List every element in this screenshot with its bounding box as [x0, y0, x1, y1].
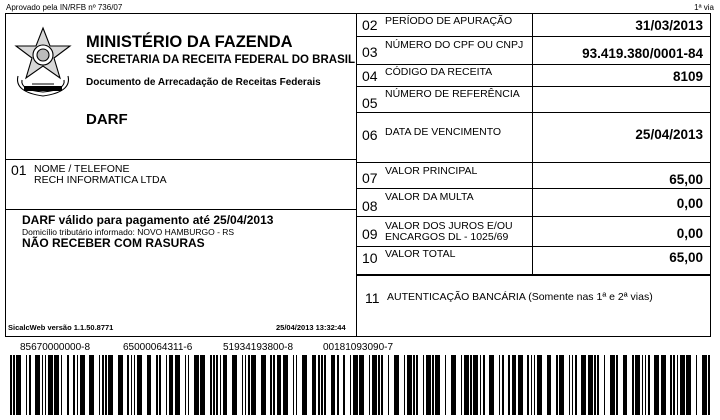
barcode-bar — [147, 355, 152, 415]
field-label: CÓDIGO DA RECEITA — [385, 66, 493, 78]
field-label: NÚMERO DO CPF OU CNPJ — [385, 39, 524, 51]
barcode-bar — [337, 355, 339, 415]
barcode-bar — [321, 355, 323, 415]
barcode-bar — [102, 355, 104, 415]
barcode-bar — [502, 355, 504, 415]
ministry-title: MINISTÉRIO DA FAZENDA — [86, 33, 293, 51]
cnpj-value: 93.419.380/0001-84 — [582, 46, 703, 61]
barcode-bar — [137, 355, 142, 415]
validity-block — [6, 209, 356, 339]
validity-line: DARF válido para pagamento até 25/04/2013 — [22, 213, 274, 227]
barcode-bar — [610, 355, 615, 415]
field-03 — [357, 36, 711, 65]
barcode-bar — [353, 355, 358, 415]
barcode-bar — [559, 355, 564, 415]
barcode-bar — [594, 355, 596, 415]
payer-field — [6, 159, 356, 210]
field-number: 07 — [362, 170, 378, 186]
barcode-bar — [261, 355, 266, 415]
barcode-bar — [432, 355, 434, 415]
barcode-bar — [331, 355, 336, 415]
barcode-bar — [29, 355, 31, 415]
field-label: VALOR TOTAL — [385, 248, 456, 260]
barcode-bar — [318, 355, 320, 415]
field-10 — [357, 246, 711, 275]
barcode-bar — [702, 355, 707, 415]
barcode-bar — [13, 355, 15, 415]
barcode-bar — [273, 355, 275, 415]
barcode-bar — [416, 355, 418, 415]
barcode-bar — [127, 355, 129, 415]
barcode-bar — [378, 355, 380, 415]
approval-note: Aprovado pela IN/RFB nº 736/07 — [6, 3, 123, 12]
barcode-bar — [451, 355, 456, 415]
barcode-bar — [623, 355, 628, 415]
field-label: DATA DE VENCIMENTO — [385, 126, 502, 138]
barcode-bar — [350, 355, 352, 415]
barcode-bar — [26, 355, 28, 415]
barcode-bar — [35, 355, 40, 415]
barcode-bar — [708, 355, 710, 415]
barcode-bar — [54, 355, 59, 415]
barcode-bar — [632, 355, 634, 415]
barcode-bar — [642, 355, 644, 415]
field-05 — [357, 86, 711, 113]
barcode-bar — [302, 355, 307, 415]
barcode-bar — [80, 355, 85, 415]
field-number: 04 — [362, 68, 378, 84]
barcode-bar — [435, 355, 440, 415]
barcode-bar — [166, 355, 168, 415]
total-value: 65,00 — [669, 250, 703, 265]
barcode-bar — [105, 355, 107, 415]
barcode-bar — [242, 355, 244, 415]
no-erasure-warning: NÃO RECEBER COM RASURAS — [22, 236, 205, 250]
barcode-bar — [575, 355, 577, 415]
barcode-bar — [499, 355, 501, 415]
barcode-bar — [185, 355, 187, 415]
barcode-line-2: 65000064311-6 — [123, 342, 193, 353]
field-label: VALOR PRINCIPAL — [385, 165, 478, 177]
field-number: 02 — [362, 17, 378, 33]
barcode-bar — [680, 355, 685, 415]
field-label: NÚMERO DE REFERÊNCIA — [385, 88, 520, 100]
payer-name: RECH INFORMATICA LTDA — [34, 174, 167, 186]
barcode-bar — [480, 355, 482, 415]
barcode-bar — [445, 355, 447, 415]
field-06 — [357, 112, 711, 163]
barcode-bar — [508, 355, 510, 415]
barcode-bar — [220, 355, 222, 415]
barcode-bar — [89, 355, 94, 415]
barcode-bar — [248, 355, 250, 415]
barcode-bar — [188, 355, 190, 415]
barcode — [10, 355, 710, 415]
barcode-bar — [616, 355, 618, 415]
barcode-bar — [175, 355, 180, 415]
barcode-bar — [42, 355, 44, 415]
darf-form — [5, 13, 711, 337]
field-label: VALOR DOS JUROS E/OU ENCARGOS DL - 1025/69 — [385, 220, 513, 243]
barcode-bar — [527, 355, 529, 415]
field-07 — [357, 162, 711, 189]
barcode-bar — [670, 355, 672, 415]
fine-value: 0,00 — [676, 196, 703, 211]
payer-label: NOME / TELEFONE — [34, 163, 130, 175]
barcode-bar — [604, 355, 606, 415]
barcode-bar — [324, 355, 326, 415]
barcode-bar — [531, 355, 533, 415]
barcode-bar — [369, 355, 371, 415]
barcode-bar — [518, 355, 523, 415]
barcode-bar — [283, 355, 288, 415]
barcode-bar — [413, 355, 415, 415]
barcode-bar — [673, 355, 675, 415]
field-04 — [357, 64, 711, 87]
barcode-bar — [404, 355, 406, 415]
barcode-bar — [45, 355, 47, 415]
barcode-bar — [470, 355, 472, 415]
barcode-bar — [464, 355, 469, 415]
barcode-bar — [381, 355, 383, 415]
barcode-bar — [359, 355, 364, 415]
barcode-bar — [232, 355, 237, 415]
barcode-bar — [588, 355, 593, 415]
barcode-bar — [394, 355, 399, 415]
barcode-bar — [372, 355, 377, 415]
barcode-line-3: 51934193800-8 — [223, 342, 294, 353]
barcode-bar — [654, 355, 659, 415]
barcode-bar — [131, 355, 133, 415]
auth-label: AUTENTICAÇÃO BANCÁRIA (Somente nas 1ª e 2ª vias) — [387, 291, 653, 303]
barcode-bar — [169, 355, 174, 415]
barcode-bar — [270, 355, 272, 415]
barcode-bar — [216, 355, 218, 415]
field-number: 09 — [362, 226, 378, 242]
barcode-bar — [245, 355, 247, 415]
barcode-bar — [661, 355, 666, 415]
period-value: 31/03/2013 — [635, 18, 703, 33]
software-version: SicalcWeb versão 1.1.50.8771 — [8, 323, 114, 332]
generated-datetime: 25/04/2013 13:32:44 — [276, 323, 346, 332]
fields-column — [356, 14, 711, 336]
barcode-bar — [67, 355, 69, 415]
barcode-bar — [534, 355, 536, 415]
barcode-bar — [99, 355, 101, 415]
barcode-line-4: 00181093090-7 — [323, 342, 394, 353]
field-11 — [357, 274, 711, 338]
barcode-bar — [569, 355, 571, 415]
barcode-bar — [159, 355, 161, 415]
barcode-bar — [388, 355, 390, 415]
tax-domicile: Domicílio tributário informado: NOVO HAMBURGO - RS — [22, 227, 235, 237]
barcode-bar — [277, 355, 282, 415]
barcode-bar — [461, 355, 463, 415]
field-label: VALOR DA MULTA — [385, 191, 474, 203]
field-02 — [357, 14, 711, 36]
brazil-coat-of-arms-icon — [12, 26, 74, 100]
barcode-bar — [686, 355, 691, 415]
field-number: 05 — [362, 95, 378, 111]
barcode-bar — [597, 355, 599, 415]
barcode-bar — [423, 355, 425, 415]
barcode-bar — [426, 355, 431, 415]
barcode-bar — [251, 355, 256, 415]
field-number: 01 — [11, 162, 27, 178]
due-date-value: 25/04/2013 — [635, 127, 703, 142]
field-label: PERÍODO DE APURAÇÃO — [385, 15, 513, 27]
barcode-bar — [645, 355, 647, 415]
barcode-bar — [572, 355, 574, 415]
barcode-bar — [473, 355, 478, 415]
barcode-bar — [61, 355, 63, 415]
barcode-bar — [581, 355, 586, 415]
barcode-bar — [156, 355, 158, 415]
field-number: 10 — [362, 250, 378, 266]
barcode-bar — [210, 355, 212, 415]
barcode-bar — [547, 355, 552, 415]
barcode-bar — [77, 355, 79, 415]
document-name: Documento de Arrecadação de Receitas Federais — [86, 77, 321, 88]
barcode-bar — [223, 355, 228, 415]
barcode-bar — [635, 355, 640, 415]
barcode-bar — [194, 355, 199, 415]
interest-value: 0,00 — [676, 226, 703, 241]
field-number: 06 — [362, 127, 378, 143]
barcode-bar — [696, 355, 698, 415]
principal-value: 65,00 — [669, 172, 703, 187]
field-number: 08 — [362, 198, 378, 214]
barcode-bar — [10, 355, 12, 415]
barcode-bar — [108, 355, 113, 415]
revenue-code-value: 8109 — [672, 69, 703, 84]
field-08 — [357, 188, 711, 217]
barcode-bar — [213, 355, 215, 415]
barcode-bar — [73, 355, 75, 415]
darf-title: DARF — [86, 111, 128, 128]
barcode-bar — [648, 355, 650, 415]
barcode-bar — [293, 355, 295, 415]
barcode-bar — [312, 355, 317, 415]
via-label: 1ª via — [694, 3, 714, 12]
barcode-bar — [200, 355, 205, 415]
barcode-bar — [677, 355, 679, 415]
barcode-bar — [343, 355, 345, 415]
field-number: 03 — [362, 44, 378, 60]
field-09 — [357, 216, 711, 247]
barcode-bar — [556, 355, 558, 415]
barcode-bar — [48, 355, 53, 415]
barcode-bar — [537, 355, 542, 415]
barcode-bar — [134, 355, 136, 415]
barcode-bar — [512, 355, 517, 415]
barcode-bar — [407, 355, 412, 415]
barcode-bar — [16, 355, 21, 415]
barcode-bar — [118, 355, 123, 415]
emitter-block — [6, 14, 356, 159]
barcode-line-1: 85670000000-8 — [20, 342, 91, 353]
barcode-bar — [296, 355, 298, 415]
barcode-bar — [483, 355, 485, 415]
field-number: 11 — [365, 290, 380, 306]
secretariat-title: SECRETARIA DA RECEITA FEDERAL DO BRASIL — [86, 54, 355, 66]
barcode-bar — [489, 355, 494, 415]
